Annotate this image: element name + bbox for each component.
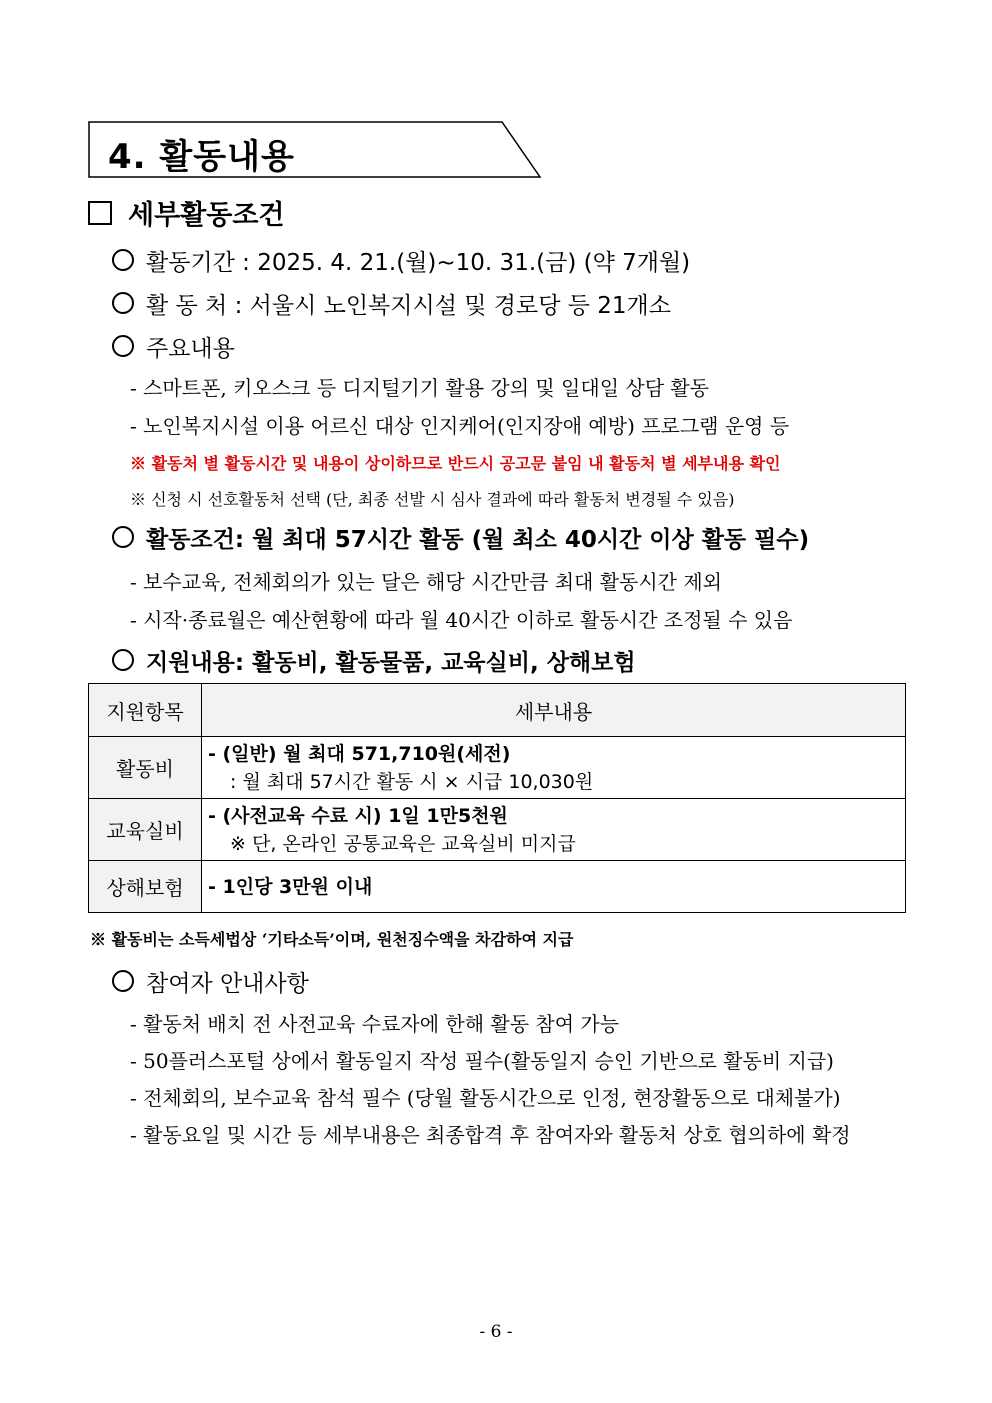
subsection-heading <box>88 193 285 232</box>
circle-bullet-icon <box>112 649 134 671</box>
circle-bullet-icon <box>112 970 134 992</box>
item-period-text: 활동기간 : 2025. 4. 21.(월)~10. 31.(금) (약 7개월) <box>146 250 691 276</box>
main-note-red: ※ 활동처 별 활동시간 및 내용이 상이하므로 반드시 공고문 붙임 내 활동처 별 세부내용 확인 <box>130 454 781 473</box>
header-category: 지원항목 <box>89 684 202 737</box>
row-detail-line1: - 1인당 3만원 이내 <box>208 875 373 898</box>
row-category: 상해보험 <box>89 861 202 913</box>
item-support <box>112 644 636 677</box>
item-main-text: 주요내용 <box>146 336 235 362</box>
header-detail: 세부내용 <box>202 684 906 737</box>
table-row <box>89 799 906 861</box>
participant-sub-3: - 전체회의, 보수교육 참석 필수 (당월 활동시간으로 인정, 현장활동으로 대체불가) <box>130 1086 841 1110</box>
circle-bullet-icon <box>112 292 134 314</box>
section-title-box <box>88 121 548 179</box>
main-note: ※ 신청 시 선호활동처 선택 (단, 최종 선발 시 심사 결과에 따라 활동처 변경될 수 있음) <box>130 490 735 509</box>
row-detail-line1: - (사전교육 수료 시) 1일 1만5천원 <box>208 804 508 827</box>
row-detail <box>202 737 906 799</box>
condition-sub-2: - 시작·종료월은 예산현황에 따라 월 40시간 이하로 활동시간 조정될 수 있음 <box>130 608 793 632</box>
table-note: ※ 활동비는 소득세법상 ‘기타소득’이며, 원천징수액을 차감하여 지급 <box>90 930 574 949</box>
circle-bullet-icon <box>112 526 134 548</box>
support-table <box>88 683 906 913</box>
row-detail <box>202 861 906 913</box>
circle-bullet-icon <box>112 335 134 357</box>
section-title: 4. 활동내용 <box>108 137 295 177</box>
row-detail <box>202 799 906 861</box>
condition-sub-1: - 보수교육, 전체회의가 있는 달은 해당 시간만큼 최대 활동시간 제외 <box>130 570 722 594</box>
item-condition-text: 활동조건: 월 최대 57시간 활동 (월 최소 40시간 이상 활동 필수) <box>146 527 810 553</box>
participant-sub-2: - 50플러스포털 상에서 활동일지 작성 필수(활동일지 승인 기반으로 활동비 지급) <box>130 1049 834 1073</box>
item-main <box>112 330 235 363</box>
item-participant-text: 참여자 안내사항 <box>146 971 309 997</box>
item-condition <box>112 521 809 554</box>
participant-sub-1: - 활동처 배치 전 사전교육 수료자에 한해 활동 참여 가능 <box>130 1012 620 1036</box>
item-place <box>112 287 671 320</box>
subsection-heading-label: 세부활동조건 <box>128 200 285 231</box>
row-detail-line2: : 월 최대 57시간 활동 시 × 시급 10,030원 <box>230 770 594 793</box>
row-category: 활동비 <box>89 737 202 799</box>
checkbox-square-icon <box>88 201 112 225</box>
table-row <box>89 737 906 799</box>
table-row <box>89 861 906 913</box>
table-header-row <box>89 684 906 737</box>
row-detail-line1: - (일반) 월 최대 571,710원(세전) <box>208 742 511 765</box>
participant-sub-4: - 활동요일 및 시간 등 세부내용은 최종합격 후 참여자와 활동처 상호 협의하에 확정 <box>130 1123 851 1147</box>
main-sub-2: - 노인복지시설 이용 어르신 대상 인지케어(인지장애 예방) 프로그램 운영 등 <box>130 414 790 438</box>
item-support-text: 지원내용: 활동비, 활동물품, 교육실비, 상해보험 <box>146 650 636 676</box>
item-period <box>112 244 690 277</box>
row-detail-line2: ※ 단, 온라인 공통교육은 교육실비 미지급 <box>230 832 576 855</box>
circle-bullet-icon <box>112 249 134 271</box>
main-sub-1: - 스마트폰, 키오스크 등 디지털기기 활용 강의 및 일대일 상담 활동 <box>130 376 710 400</box>
item-participant <box>112 965 309 998</box>
row-category: 교육실비 <box>89 799 202 861</box>
item-place-text: 활 동 처 : 서울시 노인복지시설 및 경로당 등 21개소 <box>146 293 671 319</box>
page-number: - 6 - <box>479 1322 513 1342</box>
